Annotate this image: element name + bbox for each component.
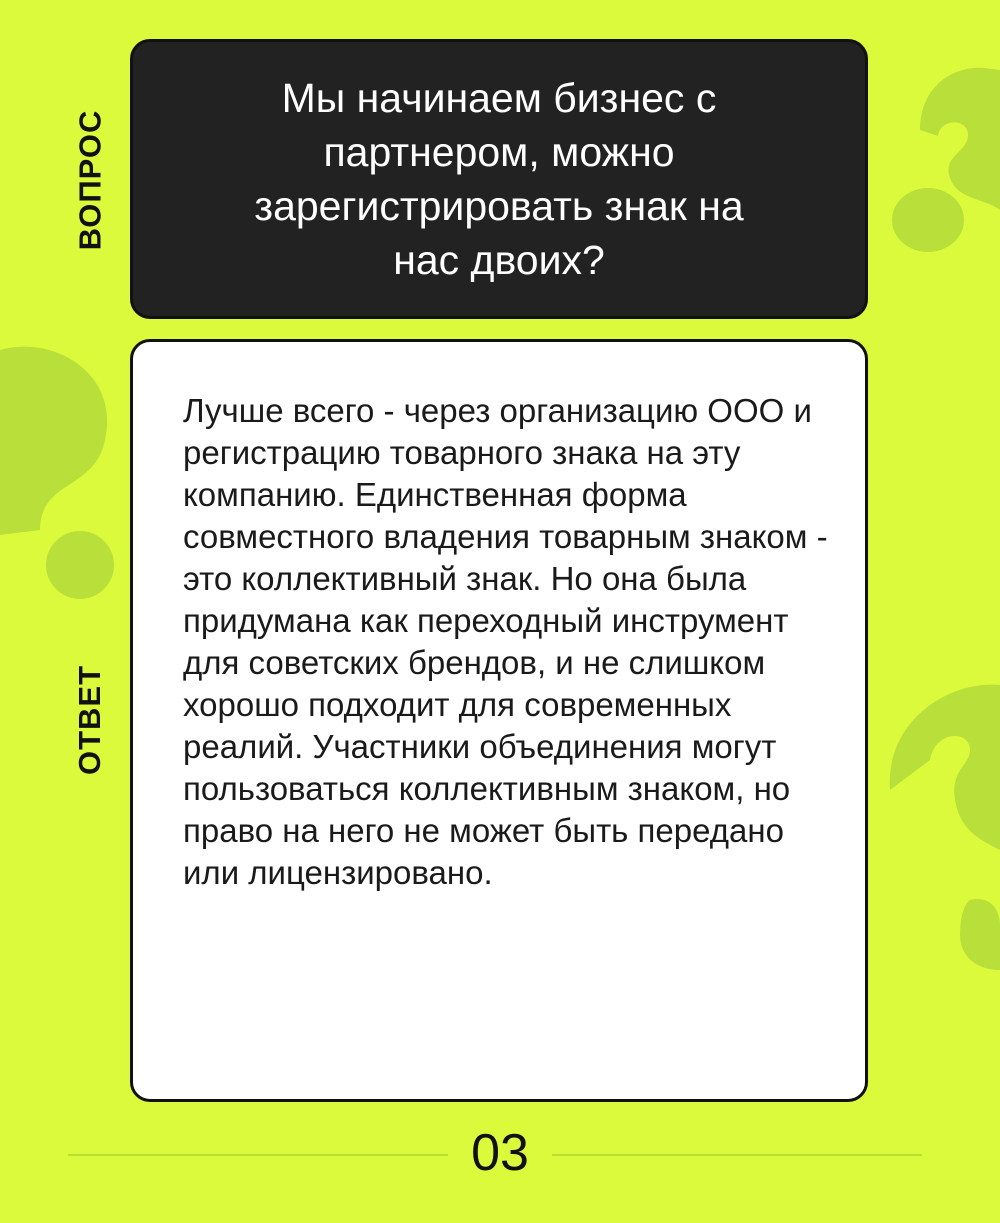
answer-side-label (60, 590, 120, 850)
answer-label-text: ОТВЕТ (72, 664, 107, 776)
question-side-label (60, 50, 120, 310)
footer-divider-right (552, 1154, 922, 1156)
question-mark-decor-icon (0, 330, 140, 600)
question-label-text: ВОПРОС (72, 109, 107, 251)
question-text: Мы начинаем бизнес с партнером, можно зарегистрировать знак на нас двоих? (254, 75, 744, 283)
answer-card (130, 339, 868, 1102)
question-mark-decor-icon (880, 60, 1000, 280)
question-mark-decor-icon (880, 670, 1000, 970)
page-number: 03 (471, 1124, 529, 1182)
answer-text: Лучше всего - через организацию ООО и регистрацию товарного знака на эту компанию. Единственная форма совместного владения товарным знаком - это коллективный знак. Но она была придумана как переходный инструмент для советских брендов, и не слишком хорошо подходит для современных реалий. Участники объединения могут пользоваться коллективным знаком, но право на него не может быть передано или лицензировано. (183, 392, 828, 891)
footer-divider-left (68, 1154, 448, 1156)
question-card (130, 39, 868, 319)
